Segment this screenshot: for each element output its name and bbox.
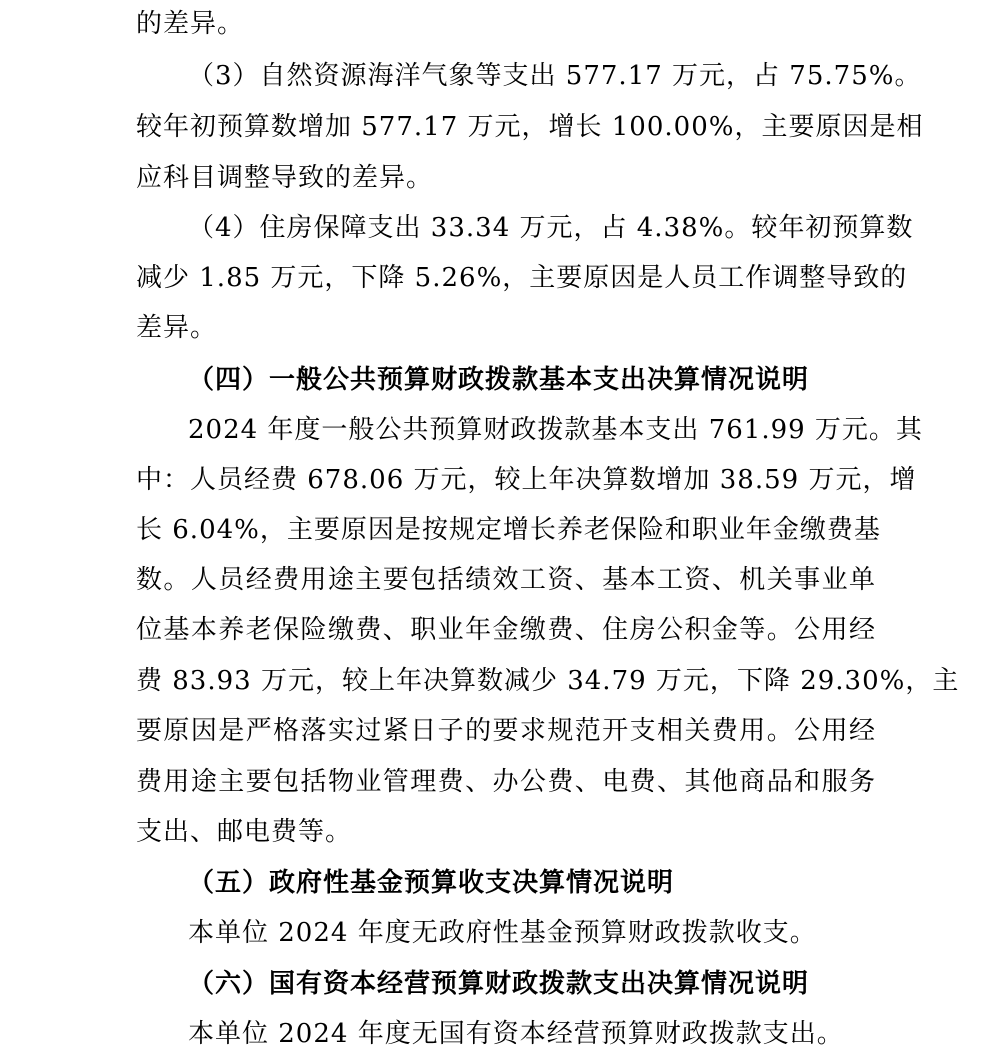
paragraph-line: 要原因是严格落实过紧日子的要求规范开支相关费用。公用经 (136, 716, 876, 746)
section-heading: （五）政府性基金预算收支决算情况说明 (188, 868, 675, 898)
paragraph-line: 支出、邮电费等。 (136, 817, 353, 847)
paragraph-line: 较年初预算数增加 577.17 万元，增长 100.00%，主要原因是相 (136, 112, 924, 142)
paragraph-line: 减少 1.85 万元，下降 5.26%，主要原因是人员工作调整导致的 (136, 263, 908, 293)
paragraph-line: （4）住房保障支出 33.34 万元，占 4.38%。较年初预算数 (188, 213, 914, 243)
paragraph-line: 本单位 2024 年度无国有资本经营预算财政拨款支出。 (188, 1019, 844, 1049)
paragraph-line: 费用途主要包括物业管理费、办公费、电费、其他商品和服务 (136, 767, 876, 797)
paragraph-line: 差异。 (136, 313, 218, 343)
paragraph-line: 2024 年度一般公共预算财政拨款基本支出 761.99 万元。其 (188, 415, 923, 445)
paragraph-line: 的差异。 (136, 9, 245, 39)
section-heading: （四）一般公共预算财政拨款基本支出决算情况说明 (188, 365, 810, 395)
paragraph-line: 位基本养老保险缴费、职业年金缴费、住房公积金等。公用经 (136, 615, 876, 645)
paragraph-line: 长 6.04%，主要原因是按规定增长养老保险和职业年金缴费基 (136, 515, 881, 545)
paragraph-line: 中：人员经费 678.06 万元，较上年决算数增加 38.59 万元，增 (136, 465, 917, 495)
section-heading: （六）国有资本经营预算财政拨款支出决算情况说明 (188, 969, 810, 999)
paragraph-line: 应科目调整导致的差异。 (136, 163, 434, 193)
paragraph-line: 本单位 2024 年度无政府性基金预算财政拨款收支。 (188, 918, 817, 948)
paragraph-line: （3）自然资源海洋气象等支出 577.17 万元，占 75.75%。 (188, 61, 922, 91)
paragraph-line: 数。人员经费用途主要包括绩效工资、基本工资、机关事业单 (136, 565, 876, 595)
paragraph-line: 费 83.93 万元，较上年决算数减少 34.79 万元，下降 29.30%，主 (136, 666, 960, 696)
